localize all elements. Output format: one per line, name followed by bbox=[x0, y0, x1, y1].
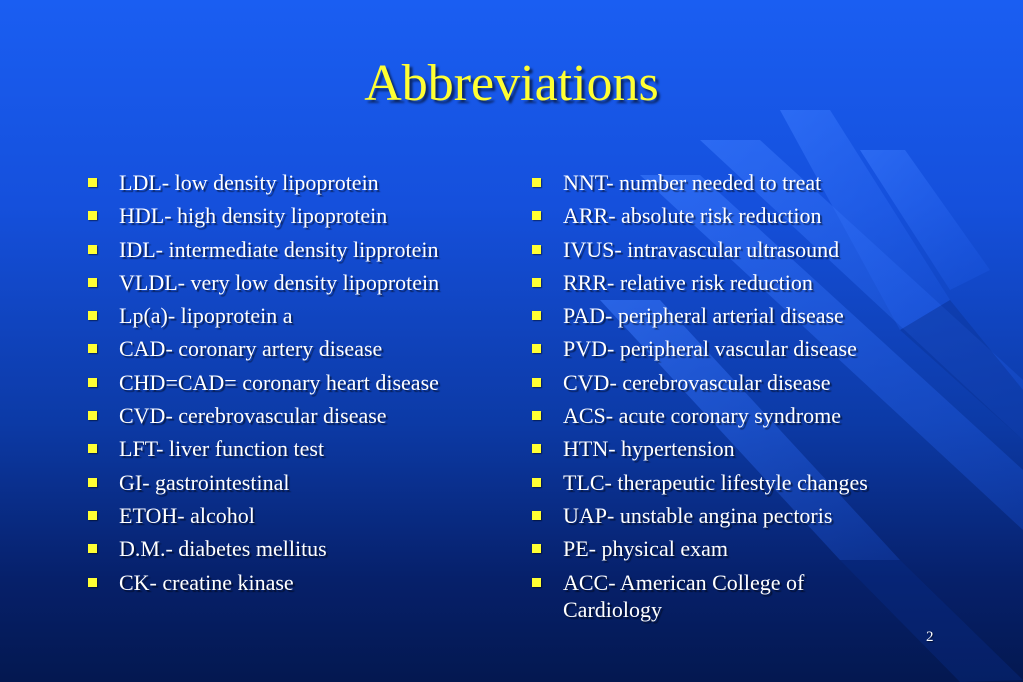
list-item bbox=[532, 236, 932, 263]
list-item-text: LFT- liver function test bbox=[119, 436, 325, 462]
slide-title: Abbreviations bbox=[364, 55, 659, 112]
list-item bbox=[532, 302, 932, 329]
list-item bbox=[88, 269, 508, 296]
square-bullet-icon bbox=[88, 544, 97, 553]
square-bullet-icon bbox=[88, 478, 97, 487]
square-bullet-icon bbox=[532, 578, 541, 587]
list-item bbox=[88, 236, 508, 263]
list-item bbox=[88, 335, 508, 362]
list-item bbox=[532, 369, 932, 396]
square-bullet-icon bbox=[532, 245, 541, 254]
list-item-text: NNT- number needed to treat bbox=[563, 170, 822, 195]
list-item-text: PE- physical exam bbox=[563, 536, 728, 562]
list-item-text: CK- creatine kinase bbox=[119, 569, 294, 595]
list-item-text: ARR- absolute risk reduction bbox=[563, 203, 822, 229]
list-item bbox=[88, 302, 508, 329]
square-bullet-icon bbox=[88, 578, 97, 587]
list-item-text: LDL- low density lipoprotein bbox=[119, 170, 379, 195]
square-bullet-icon bbox=[532, 544, 541, 553]
list-item bbox=[88, 169, 508, 196]
square-bullet-icon bbox=[88, 511, 97, 520]
square-bullet-icon bbox=[88, 378, 97, 387]
list-item bbox=[532, 569, 932, 623]
list-item-text: Lp(a)- lipoprotein a bbox=[119, 303, 293, 329]
square-bullet-icon bbox=[532, 211, 541, 220]
list-item-text: IDL- intermediate density lipprotein bbox=[119, 236, 439, 262]
list-item bbox=[532, 469, 932, 496]
abbreviation-list-left bbox=[88, 169, 508, 602]
list-item bbox=[532, 435, 932, 462]
square-bullet-icon bbox=[88, 245, 97, 254]
list-item bbox=[88, 469, 508, 496]
list-item bbox=[532, 502, 932, 529]
square-bullet-icon bbox=[532, 344, 541, 353]
list-item bbox=[532, 269, 932, 296]
list-item bbox=[532, 535, 932, 562]
list-item bbox=[88, 535, 508, 562]
list-item bbox=[88, 569, 508, 596]
list-item bbox=[532, 335, 932, 362]
square-bullet-icon bbox=[88, 311, 97, 320]
list-item bbox=[532, 402, 932, 429]
square-bullet-icon bbox=[88, 278, 97, 287]
list-item-text: HTN- hypertension bbox=[563, 436, 735, 462]
square-bullet-icon bbox=[88, 344, 97, 353]
square-bullet-icon bbox=[532, 411, 541, 420]
abbreviation-list-right bbox=[532, 169, 932, 629]
list-item-text: CAD- coronary artery disease bbox=[119, 336, 383, 362]
list-item-text: RRR- relative risk reduction bbox=[563, 269, 813, 295]
list-item-text: CVD- cerebrovascular disease bbox=[119, 403, 387, 429]
list-item bbox=[88, 402, 508, 429]
page-number: 2 bbox=[926, 629, 934, 645]
list-item-text: CHD=CAD= coronary heart disease bbox=[119, 369, 439, 395]
square-bullet-icon bbox=[532, 511, 541, 520]
list-item-text: HDL- high density lipoprotein bbox=[119, 203, 388, 229]
square-bullet-icon bbox=[532, 478, 541, 487]
list-item-text: ACC- American College of Cardiology bbox=[563, 569, 805, 622]
list-item-text: ACS- acute coronary syndrome bbox=[563, 403, 841, 429]
list-item bbox=[88, 435, 508, 462]
list-item bbox=[88, 202, 508, 229]
square-bullet-icon bbox=[532, 278, 541, 287]
list-item-text: UAP- unstable angina pectoris bbox=[563, 502, 833, 528]
square-bullet-icon bbox=[532, 311, 541, 320]
square-bullet-icon bbox=[532, 178, 541, 187]
square-bullet-icon bbox=[88, 178, 97, 187]
list-item-text: D.M.- diabetes mellitus bbox=[119, 536, 327, 562]
list-item-text: ETOH- alcohol bbox=[119, 502, 255, 528]
list-item-text: CVD- cerebrovascular disease bbox=[563, 369, 831, 395]
square-bullet-icon bbox=[88, 444, 97, 453]
list-item-text: GI- gastrointestinal bbox=[119, 469, 290, 495]
list-item-text: TLC- therapeutic lifestyle changes bbox=[563, 469, 868, 495]
list-item-text: PAD- peripheral arterial disease bbox=[563, 303, 844, 329]
square-bullet-icon bbox=[88, 211, 97, 220]
list-item-text: PVD- peripheral vascular disease bbox=[563, 336, 857, 362]
list-item bbox=[88, 502, 508, 529]
square-bullet-icon bbox=[88, 411, 97, 420]
list-item-text: IVUS- intravascular ultrasound bbox=[563, 236, 840, 262]
square-bullet-icon bbox=[532, 444, 541, 453]
square-bullet-icon bbox=[532, 378, 541, 387]
list-item bbox=[532, 202, 932, 229]
list-item bbox=[532, 169, 932, 196]
list-item-text: VLDL- very low density lipoprotein bbox=[119, 269, 440, 295]
list-item bbox=[88, 369, 508, 396]
